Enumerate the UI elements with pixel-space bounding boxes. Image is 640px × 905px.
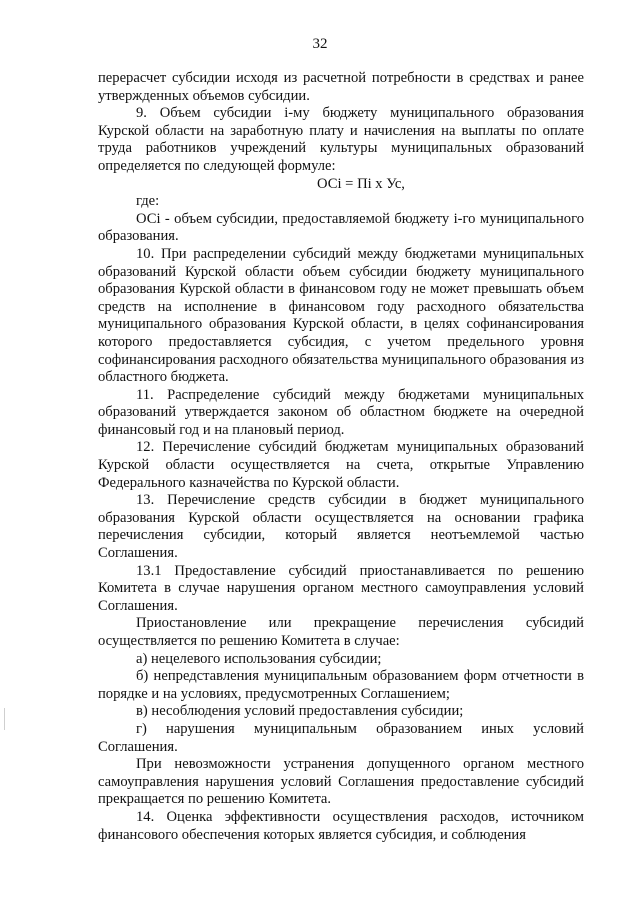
paragraph-9: 9. Объем субсидии i-му бюджету муниципального образования Курской области на заработную плату и начисления на выплаты по оплате труда работников учреждений культуры муниципальных образований определяется по следующей формуле: bbox=[98, 105, 584, 174]
document-body bbox=[98, 70, 584, 844]
list-item-a: а) нецелевого использования субсидии; bbox=[136, 650, 382, 667]
paragraph-impossibility: При невозможности устранения допущенного органом местного самоуправления нарушения условий Соглашения предоставление субсидий прекращается по решению Комитета. bbox=[98, 756, 584, 808]
paragraph-13: 13. Перечисление средств субсидии в бюджет муниципального образования Курской области осуществляется на основании графика перечисления субсидии, который является неотъемлемой частью Соглашения. bbox=[98, 492, 584, 562]
paragraph-14: 14. Оценка эффективности осуществления расходов, источником финансового обеспечения которых является субсидия, и соблюдения bbox=[98, 808, 584, 843]
where-label: где: bbox=[136, 193, 160, 210]
paragraph-continuation: перерасчет субсидии исходя из расчетной потребности в средствах и ранее утвержденных объемов субсидии. bbox=[98, 70, 584, 104]
paragraph-12: 12. Перечисление субсидий бюджетам муниципальных образований Курской области осуществляется на счета, открытые Управлению Федерального казначейства по Курской области. bbox=[98, 439, 584, 491]
paragraph-11: 11. Распределение субсидий между бюджетами муниципальных образований утверждается законом об областном бюджете на очередной финансовый год и на плановый период. bbox=[98, 386, 584, 438]
scan-margin-mark bbox=[4, 708, 5, 730]
paragraph-10: 10. При распределении субсидий между бюджетами муниципальных образований Курской области объем субсидии бюджету муниципального образования Курской области в финансовом году не может превышать объем средств на исполнение в финансовом году расходного обязательства муниципального образования Курской области, в целях софинансирования которого предоставляется субсидия, с учетом предельного уровня софинансирования расходного обязательства муниципального образования из областного бюджета. bbox=[98, 245, 584, 386]
list-item-v: в) несоблюдения условий предоставления субсидии; bbox=[136, 703, 464, 720]
paragraph-13-1: 13.1 Предоставление субсидий приостанавливается по решению Комитета в случае нарушения органом местного самоуправления условий Соглашения. bbox=[98, 562, 584, 614]
definition-osi: ОСi - объем субсидии, предоставляемой бюджету i-го муниципального образования. bbox=[98, 210, 584, 245]
list-item-b: б) непредставления муниципальным образованием форм отчетности в порядке и на условиях, предусмотренных Соглашением; bbox=[98, 668, 584, 702]
page-number: 32 bbox=[312, 36, 328, 52]
list-item-g: г) нарушения муниципальным образованием иных условий Соглашения. bbox=[98, 720, 584, 755]
formula: ОСi = Пi х Ус, bbox=[317, 175, 405, 192]
paragraph-suspension: Приостановление или прекращение перечисления субсидий осуществляется по решению Комитета в случае: bbox=[98, 615, 584, 649]
